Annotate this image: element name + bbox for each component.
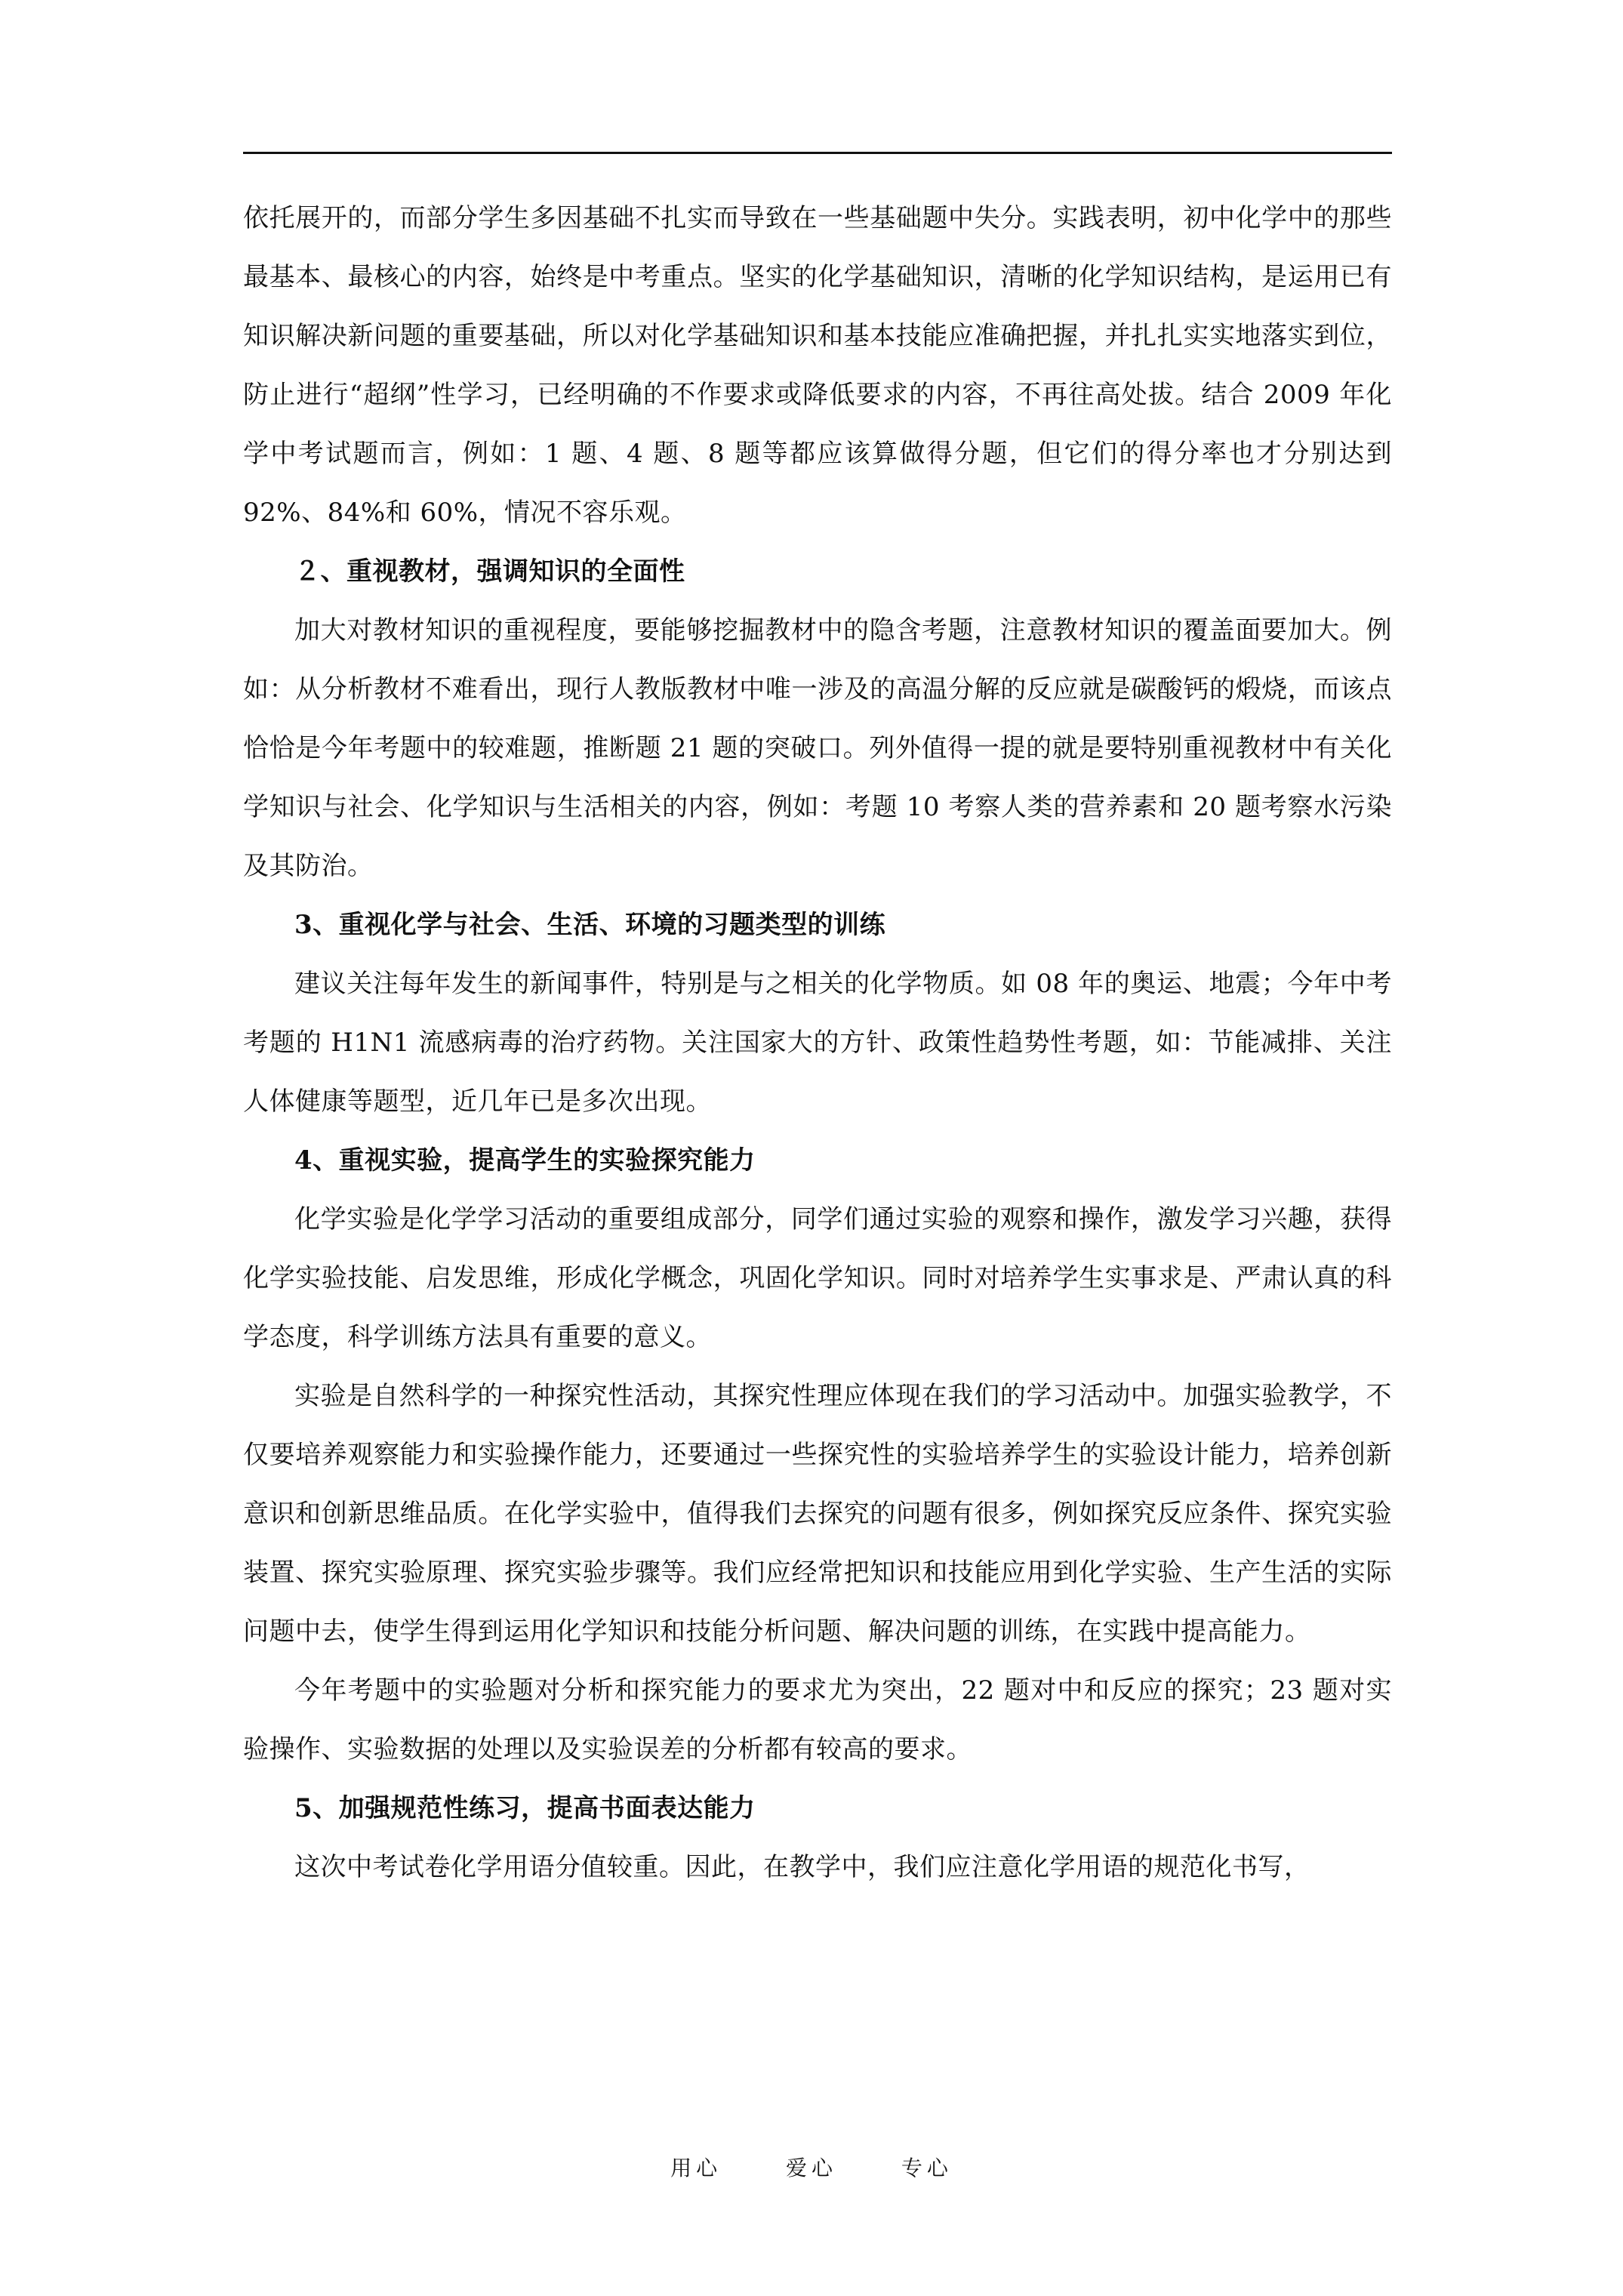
paragraph-5: 实验是自然科学的一种探究性活动，其探究性理应体现在我们的学习活动中。加强实验教学，不仅要培养观察能力和实验操作能力，还要通过一些探究性的实验培养学生的实验设计能力，培养创新意识和创新思维品质。在化学实验中，值得我们去探究的问题有很多，例如探究反应条件、探究实验装置、探究实验原理、探究实验步骤等。我们应经常把知识和技能应用到化学实验、生产生活的实际问题中去，使学生得到运用化学知识和技能分析问题、解决问题的训练，在实践中提高能力。 (243, 1381, 1392, 1647)
section-heading-5: 5、加强规范性练习，提高书面表达能力 (294, 1793, 756, 1823)
section-heading-2: ２、重视教材，强调知识的全面性 (294, 556, 685, 587)
paragraph-4: 化学实验是化学学习活动的重要组成部分，同学们通过实验的观察和操作，激发学习兴趣，获得化学实验技能、启发思维，形成化学概念，巩固化学知识。同时对培养学生实事求是、严肃认真的科学态度，科学训练方法具有重要的意义。 (243, 1204, 1392, 1352)
paragraph-3: 建议关注每年发生的新闻事件，特别是与之相关的化学物质。如 08 年的奥运、地震；今年中考考题的 H1N1 流感病毒的治疗药物。关注国家大的方针、政策性趋势性考题，如：节能减排、关注人体健康等题型，近几年已是多次出现。 (243, 969, 1392, 1117)
paragraph-7: 这次中考试卷化学用语分值较重。因此，在教学中，我们应注意化学用语的规范化书写， (294, 1852, 1310, 1882)
header-rule (243, 152, 1392, 154)
paragraph-1: 依托展开的，而部分学生多因基础不扎实而导致在一些基础题中失分。实践表明，初中化学中的那些最基本、最核心的内容，始终是中考重点。坚实的化学基础知识，清晰的化学知识结构，是运用已有知识解决新问题的重要基础，所以对化学基础知识和基本技能应准确把握，并扎扎实实地落实到位，防止进行“超纲”性学习，已经明确的不作要求或降低要求的内容，不再往高处拔。结合 2009 年化学中考试题而言，例如：1 题、4 题、8 题等都应该算做得分题，但它们的得分率也才分别达到 92%、84%和 60%，情况不容乐观。 (243, 203, 1392, 528)
paragraph-6: 今年考题中的实验题对分析和探究能力的要求尤为突出，22 题对中和反应的探究；23 题对实验操作、实验数据的处理以及实验误差的分析都有较高的要求。 (243, 1675, 1392, 1764)
page-footer (0, 2153, 1623, 2184)
footer-item-1: 用心 (670, 2156, 722, 2180)
footer-item-2: 爱心 (785, 2156, 837, 2180)
section-heading-3: 3、重视化学与社会、生活、环境的习题类型的训练 (294, 910, 886, 940)
paragraph-2: 加大对教材知识的重视程度，要能够挖掘教材中的隐含考题，注意教材知识的覆盖面要加大。例如：从分析教材不难看出，现行人教版教材中唯一涉及的高温分解的反应就是碳酸钙的煅烧，而该点恰恰是今年考题中的较难题，推断题 21 题的突破口。列外值得一提的就是要特别重视教材中有关化学知识与社会、化学知识与生活相关的内容，例如：考题 10 考察人类的营养素和 20 题考察水污染及其防治。 (243, 615, 1392, 881)
document-body (243, 189, 1392, 1897)
footer-item-3: 专心 (901, 2156, 953, 2180)
section-heading-4: 4、重视实验，提高学生的实验探究能力 (294, 1145, 756, 1176)
